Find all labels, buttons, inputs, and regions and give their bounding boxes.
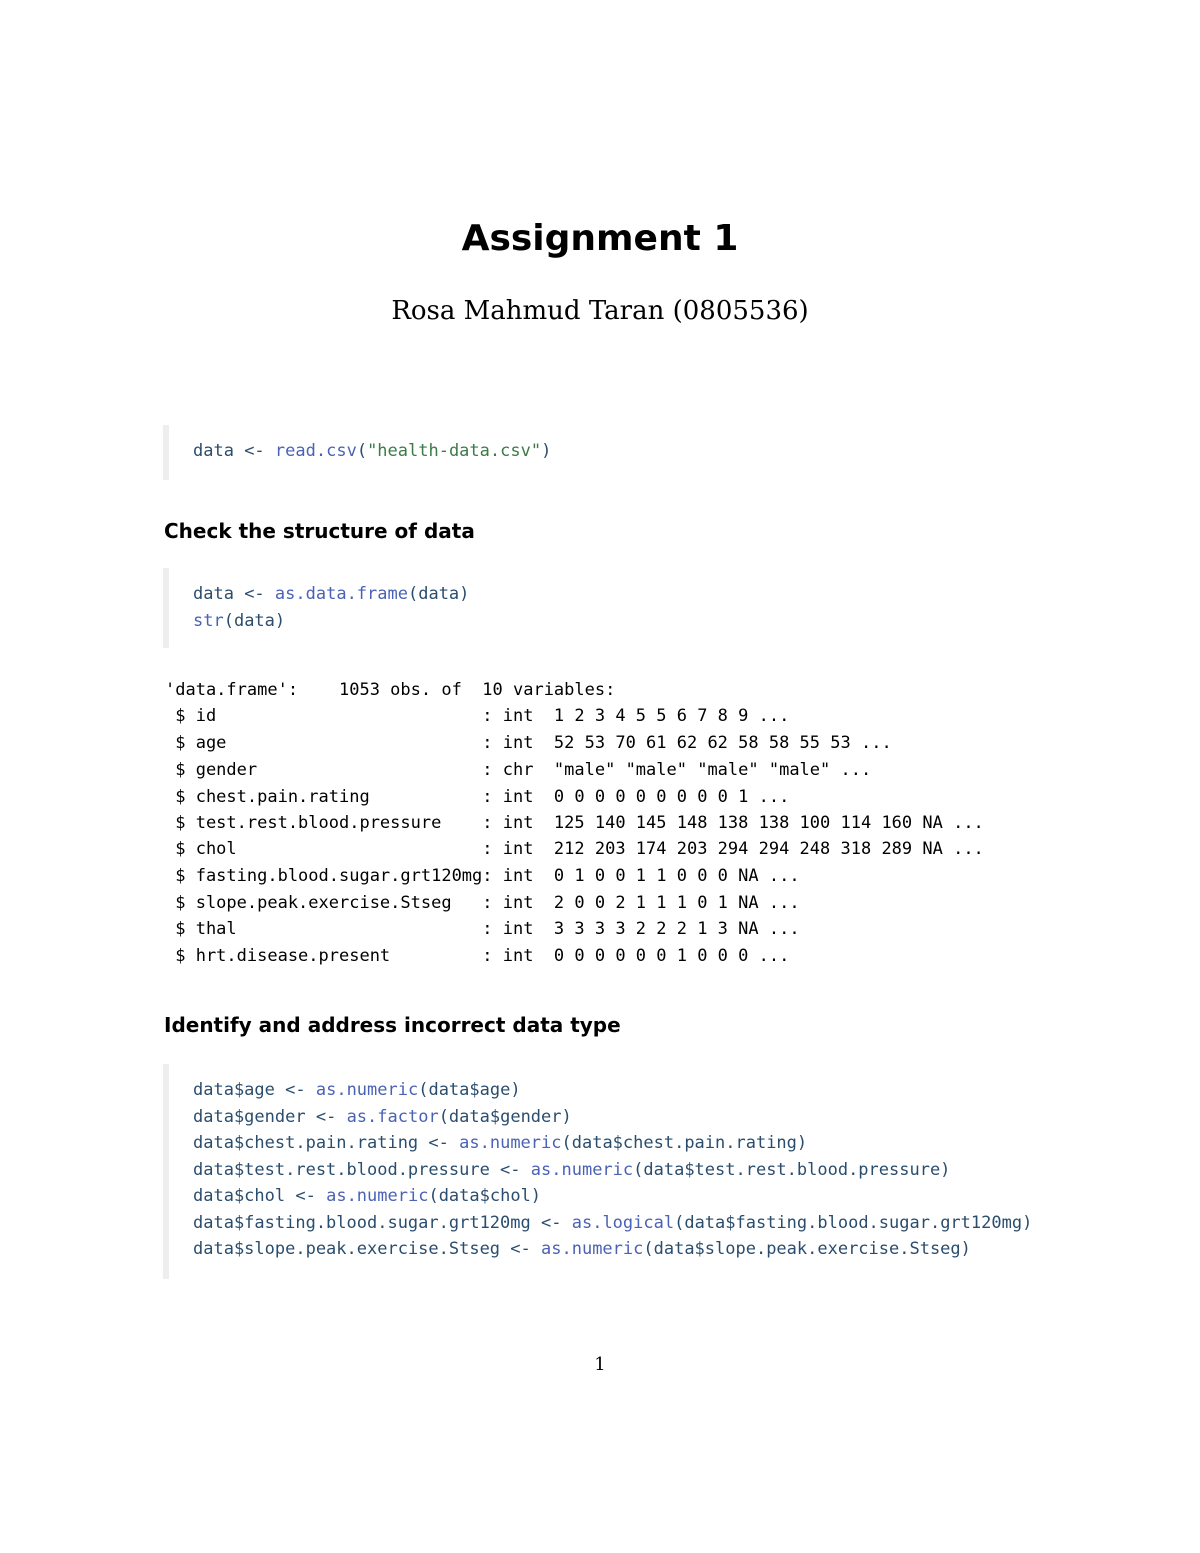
- code-line: [193, 1213, 1032, 1233]
- code-chunk-structure: [163, 568, 1123, 648]
- section-heading-structure: Check the structure of data: [164, 519, 475, 543]
- document-title: Assignment 1: [461, 218, 739, 259]
- code-chunk-data-type: [163, 1064, 1123, 1279]
- code-token: (data$age): [418, 1080, 521, 1100]
- code-token: (data$fasting.blood.sugar.grt120mg): [674, 1213, 1033, 1233]
- code-token: data$age: [193, 1080, 286, 1100]
- code-token: ): [541, 441, 552, 461]
- output-line: $ chol : int 212 203 174 203 294 294 248 318 289 NA ...: [165, 839, 984, 859]
- code-token: <-: [295, 1186, 316, 1206]
- code-line: [193, 441, 551, 461]
- code-token: [531, 1239, 541, 1259]
- code-line: [193, 611, 285, 631]
- code-token: data$slope.peak.exercise.Stseg: [193, 1239, 511, 1259]
- code-line: [193, 1239, 971, 1259]
- code-function-token: str: [193, 611, 224, 631]
- code-function-token: as.numeric: [315, 1080, 419, 1100]
- code-token: data$test.rest.blood.pressure: [193, 1160, 501, 1180]
- output-line: $ thal : int 3 3 3 3 2 2 2 1 3 NA ...: [165, 919, 800, 939]
- code-token: data$fasting.blood.sugar.grt120mg: [193, 1213, 541, 1233]
- code-function-token: as.data.frame: [274, 584, 408, 604]
- output-line: $ id : int 1 2 3 4 5 5 6 7 8 9 ...: [165, 706, 790, 726]
- code-function-token: as.numeric: [459, 1133, 562, 1153]
- code-token: <-: [244, 584, 265, 604]
- section-heading-data-type: Identify and address incorrect data type: [164, 1013, 621, 1037]
- output-line: $ age : int 52 53 70 61 62 62 58 58 55 53 ...: [165, 733, 892, 753]
- code-token: (data$chol): [428, 1186, 542, 1206]
- code-token: [265, 441, 275, 461]
- code-string-token: "health-data.csv": [367, 441, 542, 461]
- code-function-token: as.numeric: [530, 1160, 634, 1180]
- code-function-token: read.csv: [274, 441, 357, 461]
- code-token: <-: [428, 1133, 449, 1153]
- page-number: 1: [594, 1354, 606, 1375]
- code-line: [193, 1160, 950, 1180]
- code-token: <-: [315, 1107, 337, 1127]
- code-token: (data$test.rest.blood.pressure): [633, 1160, 951, 1180]
- code-token: (: [356, 441, 368, 461]
- code-token: [561, 1213, 571, 1233]
- code-function-token: as.logical: [571, 1213, 675, 1233]
- code-token: (data$slope.peak.exercise.Stseg): [643, 1239, 971, 1259]
- output-line: $ hrt.disease.present : int 0 0 0 0 0 0 1 0 0 0 ...: [165, 946, 790, 966]
- code-function-token: as.numeric: [541, 1239, 644, 1259]
- output-line: 'data.frame': 1053 obs. of 10 variables:: [165, 680, 616, 700]
- output-line: $ gender : chr "male" "male" "male" "male" ...: [165, 760, 872, 780]
- output-line: $ chest.pain.rating : int 0 0 0 0 0 0 0 0 0 1 ...: [165, 787, 790, 807]
- code-token: <-: [510, 1239, 531, 1259]
- code-token: data$chest.pain.rating: [193, 1133, 429, 1153]
- code-line: [193, 1133, 807, 1153]
- code-token: <-: [500, 1160, 521, 1180]
- code-token: [521, 1160, 531, 1180]
- output-line: $ fasting.blood.sugar.grt120mg: int 0 1 0 0 1 1 0 0 0 NA ...: [165, 866, 800, 886]
- code-token: data: [193, 584, 245, 604]
- code-token: <-: [541, 1213, 562, 1233]
- code-line: [193, 1186, 541, 1206]
- code-token: [336, 1107, 346, 1127]
- code-token: data: [193, 441, 245, 461]
- code-chunk-read-csv: [163, 425, 1123, 480]
- code-token: data$chol: [193, 1186, 296, 1206]
- code-token: (data$gender): [438, 1107, 572, 1127]
- document-author: Rosa Mahmud Taran (0805536): [391, 296, 809, 326]
- code-token: (data): [223, 611, 286, 631]
- code-token: (data$chest.pain.rating): [561, 1133, 808, 1153]
- code-token: <-: [244, 441, 265, 461]
- code-line: [193, 1107, 572, 1127]
- output-line: $ test.rest.blood.pressure : int 125 140 145 148 138 138 100 114 160 NA ...: [165, 813, 984, 833]
- code-token: (data): [407, 584, 470, 604]
- code-token: <-: [285, 1080, 306, 1100]
- code-line: [193, 584, 469, 604]
- output-line: $ slope.peak.exercise.Stseg : int 2 0 0 2 1 1 1 0 1 NA ...: [165, 893, 800, 913]
- code-line: [193, 1080, 521, 1100]
- code-token: data$gender: [193, 1107, 316, 1127]
- code-token: [449, 1133, 459, 1153]
- code-function-token: as.factor: [346, 1107, 439, 1127]
- code-function-token: as.numeric: [326, 1186, 429, 1206]
- code-token: [306, 1080, 316, 1100]
- code-token: [316, 1186, 326, 1206]
- code-token: [265, 584, 275, 604]
